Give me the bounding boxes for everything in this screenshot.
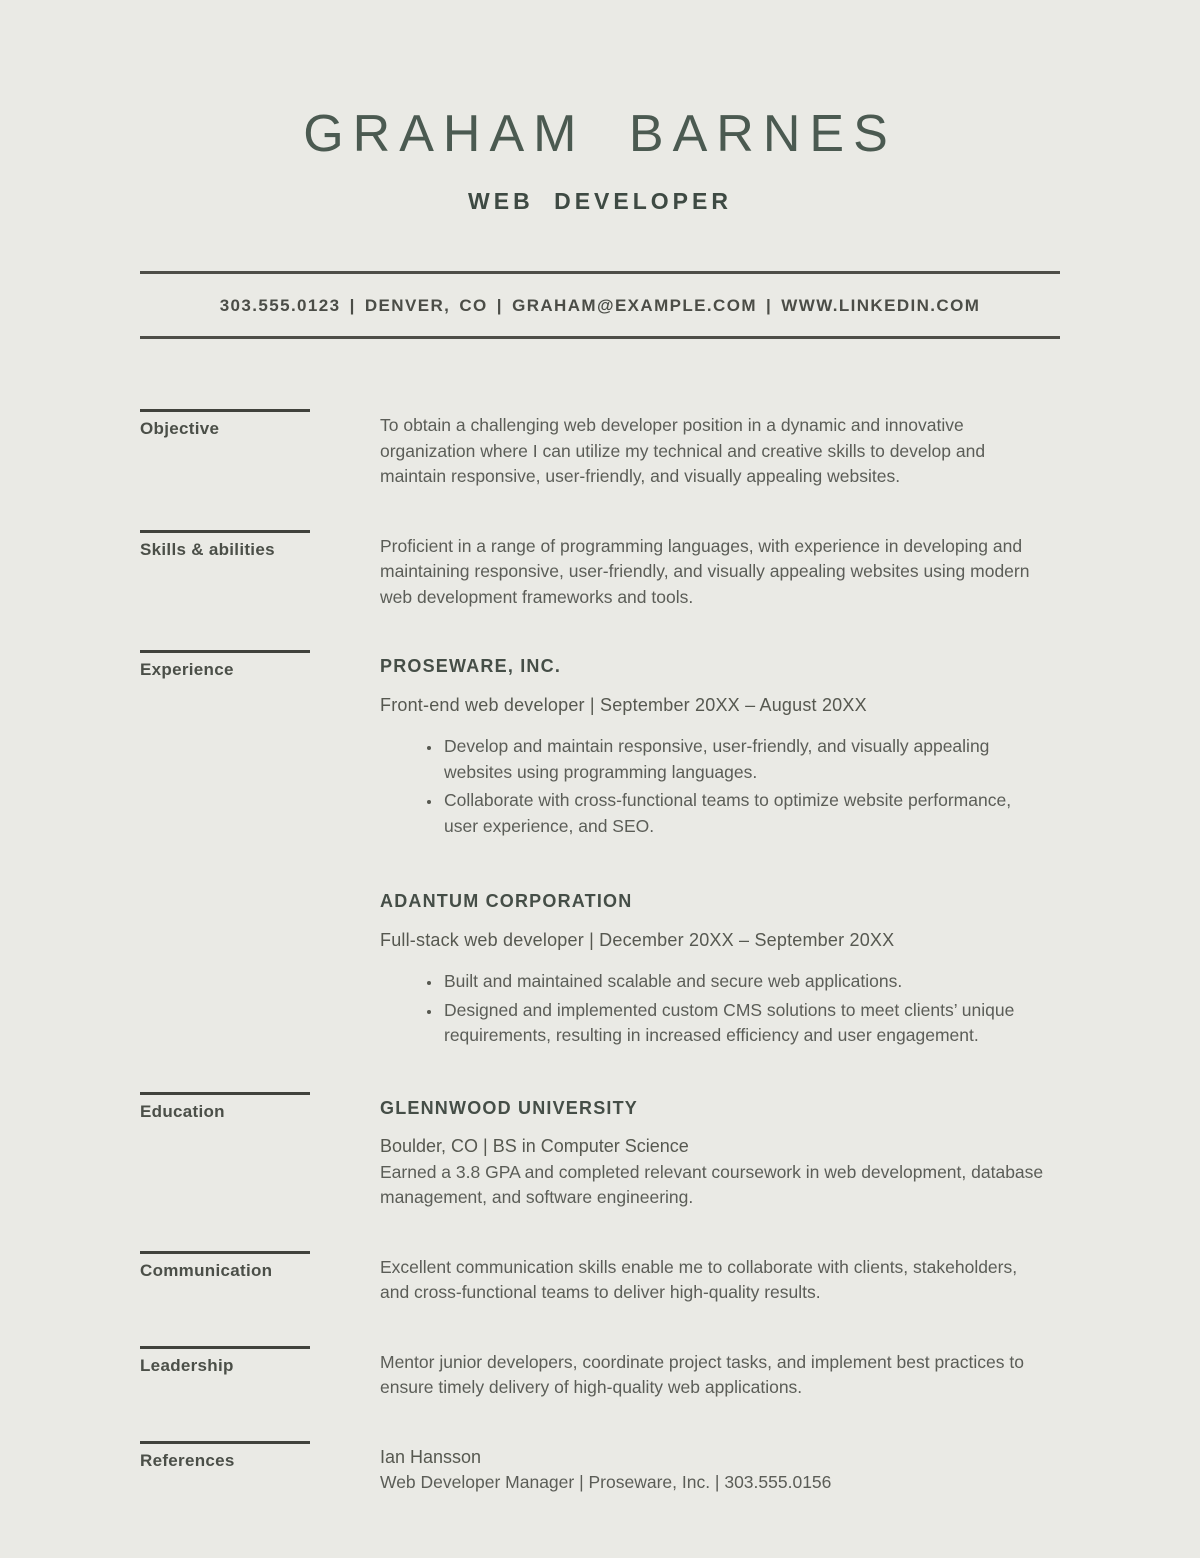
communication-text: Excellent communication skills enable me to collaborate with clients, stakeholders, and cross-functional teams to deliver high-quality results. bbox=[380, 1256, 1018, 1302]
job-bullet-list bbox=[380, 734, 1048, 839]
resume-job-title: WEB DEVELOPER bbox=[468, 188, 732, 214]
reference-detail: Web Developer Manager | Proseware, Inc. | 303.555.0156 bbox=[380, 1472, 832, 1492]
education-text: Earned a 3.8 GPA and completed relevant coursework in web development, database management, and software engineering. bbox=[380, 1161, 1044, 1207]
job-entry bbox=[380, 654, 1048, 839]
section-education bbox=[140, 1092, 1060, 1211]
job-company: PROSEWARE, INC. bbox=[380, 656, 562, 676]
bullet-item: • Built and maintained scalable and secure web applications. bbox=[442, 969, 1048, 995]
resume-name: GRAHAM BARNES bbox=[303, 105, 897, 163]
section-experience bbox=[140, 650, 1060, 1052]
section-objective bbox=[140, 409, 1060, 490]
section-communication bbox=[140, 1251, 1060, 1306]
job-bullet-list bbox=[380, 969, 1048, 1049]
contact-info: 303.555.0123 | DENVER, CO | GRAHAM@EXAMPLE.COM | WWW.LINKEDIN.COM bbox=[219, 296, 981, 315]
skills-text: Proficient in a range of programming languages, with experience in developing and maintaining responsive, user-friendly, and visually appealing websites using modern web development frameworks and tools. bbox=[380, 535, 1030, 607]
experience-label: Experience bbox=[140, 650, 310, 680]
bullet-item: • Designed and implemented custom CMS solutions to meet clients’ unique requirements, resulting in increased efficiency and user engagement. bbox=[442, 998, 1048, 1049]
objective-text: To obtain a challenging web developer position in a dynamic and innovative organization where I can utilize my technical and creative skills to develop and maintain responsive, user-friendly, and visually appealing websites. bbox=[380, 415, 986, 486]
leadership-label: Leadership bbox=[140, 1346, 310, 1376]
references-label: References bbox=[140, 1441, 310, 1471]
job-role: Front-end web developer | September 20XX – August 20XX bbox=[380, 694, 867, 715]
school-name: GLENNWOOD UNIVERSITY bbox=[380, 1097, 639, 1118]
job-entry bbox=[380, 889, 1048, 1049]
contact-bar bbox=[140, 271, 1060, 339]
skills-label: Skills & abilities bbox=[140, 530, 310, 560]
section-skills bbox=[140, 530, 1060, 611]
leadership-text: Mentor junior developers, coordinate project tasks, and implement best practices to ensure timely delivery of high-quality web applications. bbox=[380, 1351, 1024, 1397]
job-role: Full-stack web developer | December 20XX – September 20XX bbox=[380, 929, 895, 950]
education-label: Education bbox=[140, 1092, 310, 1122]
objective-label: Objective bbox=[140, 409, 310, 439]
communication-label: Communication bbox=[140, 1251, 310, 1281]
school-detail: Boulder, CO | BS in Computer Science bbox=[380, 1136, 689, 1156]
resume-body bbox=[140, 409, 1060, 1496]
reference-name: Ian Hansson bbox=[380, 1446, 482, 1467]
bullet-item: • Develop and maintain responsive, user-friendly, and visually appealing websites using programming languages. bbox=[442, 734, 1048, 785]
bullet-item: • Collaborate with cross-functional teams to optimize website performance, user experience, and SEO. bbox=[442, 788, 1048, 839]
section-leadership bbox=[140, 1346, 1060, 1401]
job-company: ADANTUM CORPORATION bbox=[380, 891, 633, 911]
section-references bbox=[140, 1441, 1060, 1496]
